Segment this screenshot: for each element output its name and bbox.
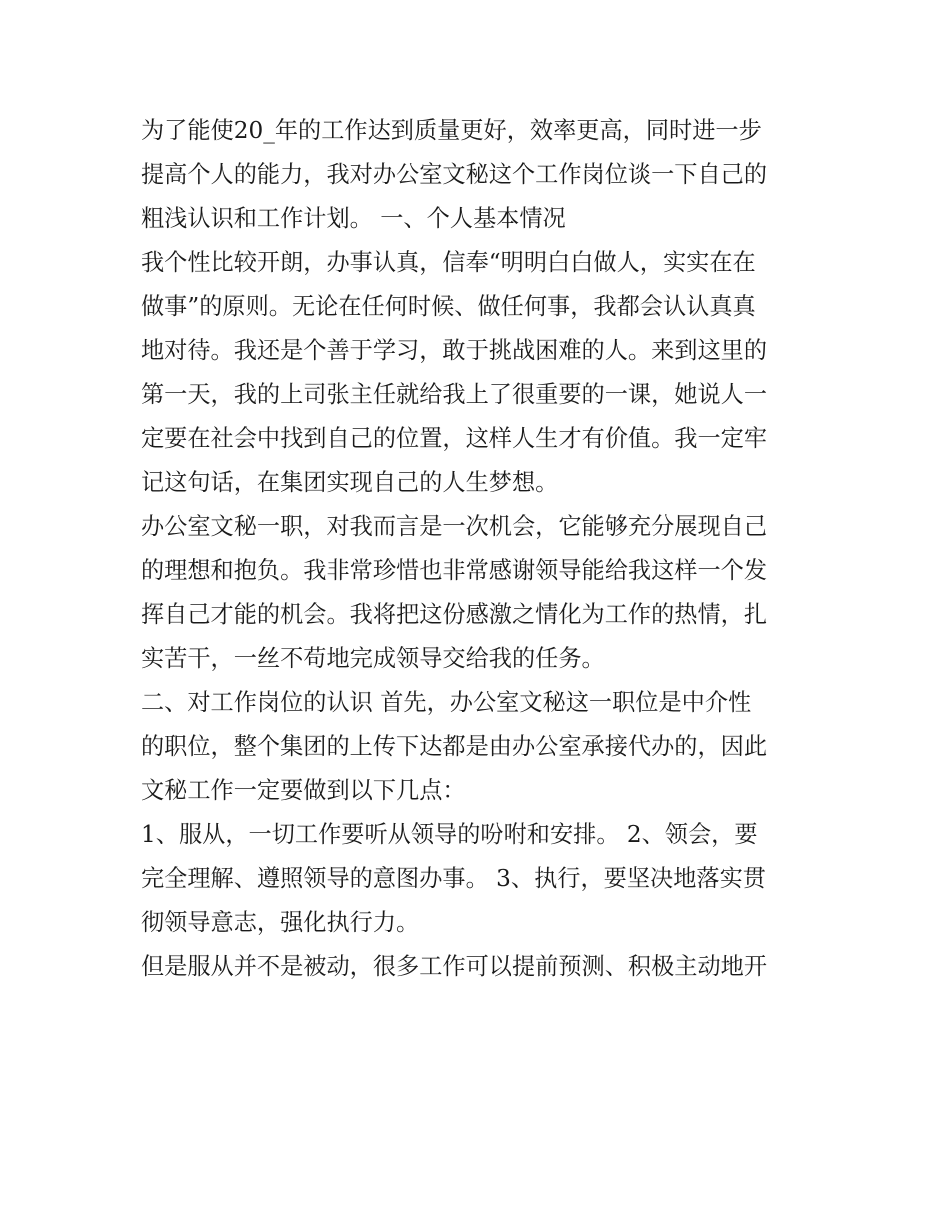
text-line: 地对待。我还是个善于学习，敢于挑战困难的人。来到这里的 <box>141 337 768 364</box>
text-line: 我个性比较开朗，办事认真，信奉“明明白白做人，实实在在 <box>141 249 756 276</box>
text-line: 做事”的原则。无论在任何时候、做任何事，我都会认认真真 <box>141 293 756 320</box>
text-line: 提高个人的能力，我对办公室文秘这个工作岗位谈一下自己的 <box>141 161 768 188</box>
text-line: 定要在社会中找到自己的位置，这样人生才有价值。我一定牢 <box>141 425 768 452</box>
text-line: 为了能使20_年的工作达到质量更好，效率更高，同时进一步 <box>141 117 762 144</box>
text-line: 文秘工作一定要做到以下几点： <box>141 777 466 804</box>
text-line: 第一天，我的上司张主任就给我上了很重要的一课，她说人一 <box>141 381 768 408</box>
text-line: 记这句话，在集团实现自己的人生梦想。 <box>141 469 559 496</box>
text-line: 粗浅认识和工作计划。 一、个人基本情况 <box>141 205 566 232</box>
text-line: 彻领导意志，强化执行力。 <box>141 909 420 936</box>
text-line: 的理想和抱负。我非常珍惜也非常感谢领导能给我这样一个发 <box>141 557 768 584</box>
text-line: 但是服从并不是被动，很多工作可以提前预测、积极主动地开 <box>141 953 768 980</box>
text-line: 挥自己才能的机会。我将把这份感激之情化为工作的热情，扎 <box>141 601 768 628</box>
text-line: 完全理解、遵照领导的意图办事。 3、执行，要坚决地落实贯 <box>141 865 766 892</box>
text-line: 办公室文秘一职，对我而言是一次机会，它能够充分展现自己 <box>141 513 768 540</box>
text-line: 实苦干，一丝不苟地完成领导交给我的任务。 <box>141 645 605 672</box>
document-body <box>141 109 831 989</box>
text-line: 二、对工作岗位的认识 首先，办公室文秘这一职位是中介性 <box>141 689 752 716</box>
text-line: 1、服从，一切工作要听从领导的吩咐和安排。 2、领会，要 <box>141 821 758 848</box>
text-line: 的职位，整个集团的上传下达都是由办公室承接代办的，因此 <box>141 733 768 760</box>
